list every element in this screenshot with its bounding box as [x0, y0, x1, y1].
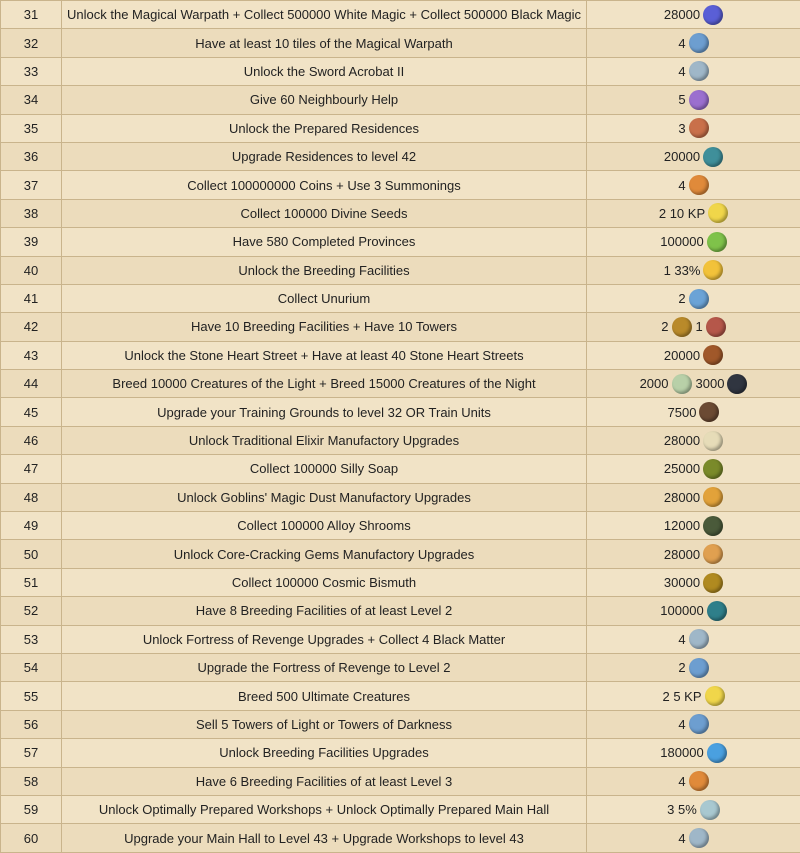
gems-icon — [703, 544, 723, 564]
quest-number: 49 — [1, 512, 62, 540]
tile-upgrade-icon — [689, 658, 709, 678]
reward-list — [640, 374, 748, 394]
reward-amount: 12000 — [663, 518, 701, 534]
quest-number: 45 — [1, 398, 62, 426]
quest-task: Sell 5 Towers of Light or Towers of Darkness — [62, 710, 587, 738]
quest-number: 54 — [1, 653, 62, 681]
quest-reward — [587, 767, 800, 795]
quest-number: 60 — [1, 824, 62, 852]
table-row — [1, 228, 800, 256]
reward-amount: 100000 — [660, 603, 704, 619]
quest-reward — [587, 710, 800, 738]
quest-reward — [587, 171, 800, 199]
quest-task: Breed 10000 Creatures of the Light + Breed 15000 Creatures of the Night — [62, 370, 587, 398]
quest-number: 31 — [1, 1, 62, 29]
quest-reward — [587, 597, 800, 625]
night-creature-icon — [727, 374, 747, 394]
quest-reward — [587, 795, 800, 823]
knowledge-points-icon — [708, 203, 728, 223]
reward-amount: 2 — [678, 660, 686, 676]
quest-task: Collect 100000000 Coins + Use 3 Summonings — [62, 171, 587, 199]
quest-task: Collect Unurium — [62, 284, 587, 312]
reward-amount: 4 — [678, 631, 686, 647]
blue-crystal-icon — [689, 289, 709, 309]
quest-number: 43 — [1, 341, 62, 369]
red-pot-icon — [706, 317, 726, 337]
quest-task: Unlock the Magical Warpath + Collect 500000 White Magic + Collect 500000 Black Magic — [62, 1, 587, 29]
reward-amount: 180000 — [660, 745, 704, 761]
reward-amount: 1 — [695, 319, 703, 335]
reward-amount: 20000 — [663, 347, 701, 363]
table-row — [1, 455, 800, 483]
quest-task: Unlock Core-Cracking Gems Manufactory Upgrades — [62, 540, 587, 568]
relic-icon — [689, 61, 709, 81]
reward-list — [664, 573, 723, 593]
quest-reward — [587, 370, 800, 398]
relic-icon — [689, 828, 709, 848]
quest-reward — [587, 568, 800, 596]
reward-amount: 3 5% — [667, 802, 697, 818]
quest-task: Unlock the Prepared Residences — [62, 114, 587, 142]
quest-number: 56 — [1, 710, 62, 738]
quest-number: 51 — [1, 568, 62, 596]
quest-task: Have 6 Breeding Facilities of at least Level 3 — [62, 767, 587, 795]
quest-number: 41 — [1, 284, 62, 312]
quest-number: 46 — [1, 426, 62, 454]
magic-dust-icon — [703, 5, 723, 25]
reward-amount: 28000 — [663, 433, 701, 449]
quest-task: Collect 100000 Cosmic Bismuth — [62, 568, 587, 596]
table-row — [1, 341, 800, 369]
orange-gem-icon — [689, 771, 709, 791]
reward-list — [660, 601, 726, 621]
quest-task: Have at least 10 tiles of the Magical Warpath — [62, 29, 587, 57]
quest-number: 52 — [1, 597, 62, 625]
quest-reward — [587, 682, 800, 710]
quest-number: 47 — [1, 455, 62, 483]
reward-list — [667, 800, 720, 820]
silly-soap-icon — [703, 459, 723, 479]
reward-list — [668, 402, 720, 422]
quest-reward — [587, 398, 800, 426]
reward-list — [678, 714, 708, 734]
reward-amount: 3 — [678, 120, 686, 136]
quest-reward — [587, 455, 800, 483]
reward-list — [659, 203, 728, 223]
quest-task: Give 60 Neighbourly Help — [62, 86, 587, 114]
quest-task: Upgrade the Fortress of Revenge to Level 2 — [62, 653, 587, 681]
knowledge-points-icon — [705, 686, 725, 706]
orange-gem-icon — [689, 175, 709, 195]
light-creature-icon — [672, 374, 692, 394]
quest-task: Unlock the Breeding Facilities — [62, 256, 587, 284]
quest-reward — [587, 86, 800, 114]
quest-number: 53 — [1, 625, 62, 653]
table-row — [1, 171, 800, 199]
quest-reward — [587, 341, 800, 369]
quest-task: Unlock Breeding Facilities Upgrades — [62, 739, 587, 767]
reward-list — [678, 118, 708, 138]
quest-task: Unlock Fortress of Revenge Upgrades + Collect 4 Black Matter — [62, 625, 587, 653]
quest-reward — [587, 1, 800, 29]
table-row — [1, 767, 800, 795]
reward-list — [678, 658, 708, 678]
quest-task: Unlock Optimally Prepared Workshops + Unlock Optimally Prepared Main Hall — [62, 795, 587, 823]
reward-amount: 2000 — [639, 376, 669, 392]
reward-list — [661, 317, 725, 337]
table-row — [1, 256, 800, 284]
table-row — [1, 795, 800, 823]
quest-number: 33 — [1, 57, 62, 85]
quest-reward — [587, 199, 800, 227]
tile-upgrade-icon — [689, 714, 709, 734]
quest-reward — [587, 114, 800, 142]
table-row — [1, 540, 800, 568]
green-potion-icon — [707, 232, 727, 252]
quest-reward — [587, 313, 800, 341]
reward-amount: 2 — [661, 319, 669, 335]
table-row — [1, 710, 800, 738]
reward-amount: 2 10 KP — [658, 205, 706, 221]
relic-icon — [689, 629, 709, 649]
quest-reward — [587, 284, 800, 312]
reward-amount: 4 — [678, 177, 686, 193]
quest-number: 40 — [1, 256, 62, 284]
reward-list — [664, 516, 723, 536]
quest-reward — [587, 483, 800, 511]
table-row — [1, 597, 800, 625]
sun-boost-icon — [703, 260, 723, 280]
reward-list — [662, 686, 724, 706]
table-row — [1, 398, 800, 426]
prepared-residence-icon — [689, 118, 709, 138]
table-row — [1, 370, 800, 398]
table-row — [1, 682, 800, 710]
alloy-shroom-icon — [703, 516, 723, 536]
cosmic-bismuth-icon — [703, 573, 723, 593]
quest-task: Upgrade your Main Hall to Level 43 + Upgrade Workshops to level 43 — [62, 824, 587, 852]
reward-amount: 4 — [678, 830, 686, 846]
quest-task: Collect 100000 Silly Soap — [62, 455, 587, 483]
table-row — [1, 142, 800, 170]
gold-diamond-icon — [672, 317, 692, 337]
reward-amount: 4 — [678, 35, 686, 51]
quest-reward — [587, 653, 800, 681]
reward-amount: 28000 — [663, 489, 701, 505]
quest-task: Unlock the Stone Heart Street + Have at least 40 Stone Heart Streets — [62, 341, 587, 369]
quest-number: 36 — [1, 142, 62, 170]
quest-task: Unlock Traditional Elixir Manufactory Upgrades — [62, 426, 587, 454]
reward-list — [678, 61, 708, 81]
quest-task: Breed 500 Ultimate Creatures — [62, 682, 587, 710]
quest-reward — [587, 824, 800, 852]
quest-reward — [587, 57, 800, 85]
table-row — [1, 199, 800, 227]
table-row — [1, 313, 800, 341]
quest-reward — [587, 625, 800, 653]
reward-amount: 4 — [678, 773, 686, 789]
reward-amount: 30000 — [663, 575, 701, 590]
quest-number: 48 — [1, 483, 62, 511]
table-row — [1, 29, 800, 57]
reward-amount: 4 — [678, 716, 686, 732]
quest-number: 50 — [1, 540, 62, 568]
quest-reward — [587, 739, 800, 767]
table-row — [1, 86, 800, 114]
bar-icon — [703, 345, 723, 365]
table-row — [1, 739, 800, 767]
reward-amount: 1 33% — [663, 262, 701, 278]
table-row — [1, 483, 800, 511]
quest-task: Have 8 Breeding Facilities of at least Level 2 — [62, 597, 587, 625]
reward-list — [678, 629, 708, 649]
table-row — [1, 568, 800, 596]
reward-list — [664, 459, 723, 479]
quest-reward — [587, 29, 800, 57]
quest-number: 58 — [1, 767, 62, 795]
quest-reward — [587, 426, 800, 454]
quest-task: Upgrade your Training Grounds to level 32 OR Train Units — [62, 398, 587, 426]
quest-number: 42 — [1, 313, 62, 341]
blue-flower-icon — [703, 147, 723, 167]
tile-upgrade-icon — [689, 33, 709, 53]
reward-amount: 3000 — [695, 376, 725, 392]
reward-list — [664, 345, 723, 365]
reward-list — [678, 289, 708, 309]
blue-orbs-icon — [707, 743, 727, 763]
reward-list — [664, 431, 723, 451]
unit-icon — [699, 402, 719, 422]
teal-orb-icon — [707, 601, 727, 621]
quest-reward — [587, 540, 800, 568]
reward-list — [664, 260, 724, 280]
table-row — [1, 824, 800, 852]
reward-list — [678, 771, 708, 791]
quest-task: Unlock the Sword Acrobat II — [62, 57, 587, 85]
quest-number: 37 — [1, 171, 62, 199]
quest-number: 44 — [1, 370, 62, 398]
reward-amount: 100000 — [660, 234, 704, 250]
quest-number: 59 — [1, 795, 62, 823]
reward-list — [660, 743, 726, 763]
quest-number: 55 — [1, 682, 62, 710]
reward-list — [678, 828, 708, 848]
table-row — [1, 57, 800, 85]
reward-list — [664, 544, 723, 564]
elixir-icon — [703, 431, 723, 451]
reward-amount: 2 5 KP — [662, 688, 702, 704]
reward-list — [664, 487, 723, 507]
quest-task: Collect 100000 Divine Seeds — [62, 199, 587, 227]
quest-task: Upgrade Residences to level 42 — [62, 142, 587, 170]
quest-number: 39 — [1, 228, 62, 256]
table-row — [1, 653, 800, 681]
reward-list — [678, 90, 708, 110]
reward-amount: 5 — [678, 92, 686, 108]
reward-amount: 28000 — [663, 7, 701, 23]
quest-reward — [587, 512, 800, 540]
reward-list — [678, 175, 708, 195]
quest-number: 35 — [1, 114, 62, 142]
table-row — [1, 284, 800, 312]
reward-amount: 20000 — [663, 149, 701, 165]
reward-amount: 2 — [678, 291, 686, 307]
purple-gem-icon — [689, 90, 709, 110]
reward-list — [660, 232, 726, 252]
quest-number: 38 — [1, 199, 62, 227]
table-row — [1, 625, 800, 653]
reward-amount: 25000 — [663, 461, 701, 477]
quest-number: 34 — [1, 86, 62, 114]
reward-list — [664, 5, 723, 25]
mushroom-icon — [703, 487, 723, 507]
quest-reward — [587, 256, 800, 284]
quest-reward — [587, 142, 800, 170]
quest-number: 57 — [1, 739, 62, 767]
snowflake-boost-icon — [700, 800, 720, 820]
quest-task: Unlock Goblins' Magic Dust Manufactory Upgrades — [62, 483, 587, 511]
table-row — [1, 1, 800, 29]
quest-task: Have 580 Completed Provinces — [62, 228, 587, 256]
table-row — [1, 512, 800, 540]
quest-task: Have 10 Breeding Facilities + Have 10 Towers — [62, 313, 587, 341]
reward-amount: 4 — [678, 63, 686, 79]
reward-amount: 28000 — [663, 546, 701, 562]
table-row — [1, 426, 800, 454]
reward-list — [678, 33, 708, 53]
quest-reward — [587, 228, 800, 256]
table-row — [1, 114, 800, 142]
quest-number: 32 — [1, 29, 62, 57]
reward-amount: 7500 — [667, 404, 697, 420]
reward-list — [664, 147, 723, 167]
quest-task: Collect 100000 Alloy Shrooms — [62, 512, 587, 540]
